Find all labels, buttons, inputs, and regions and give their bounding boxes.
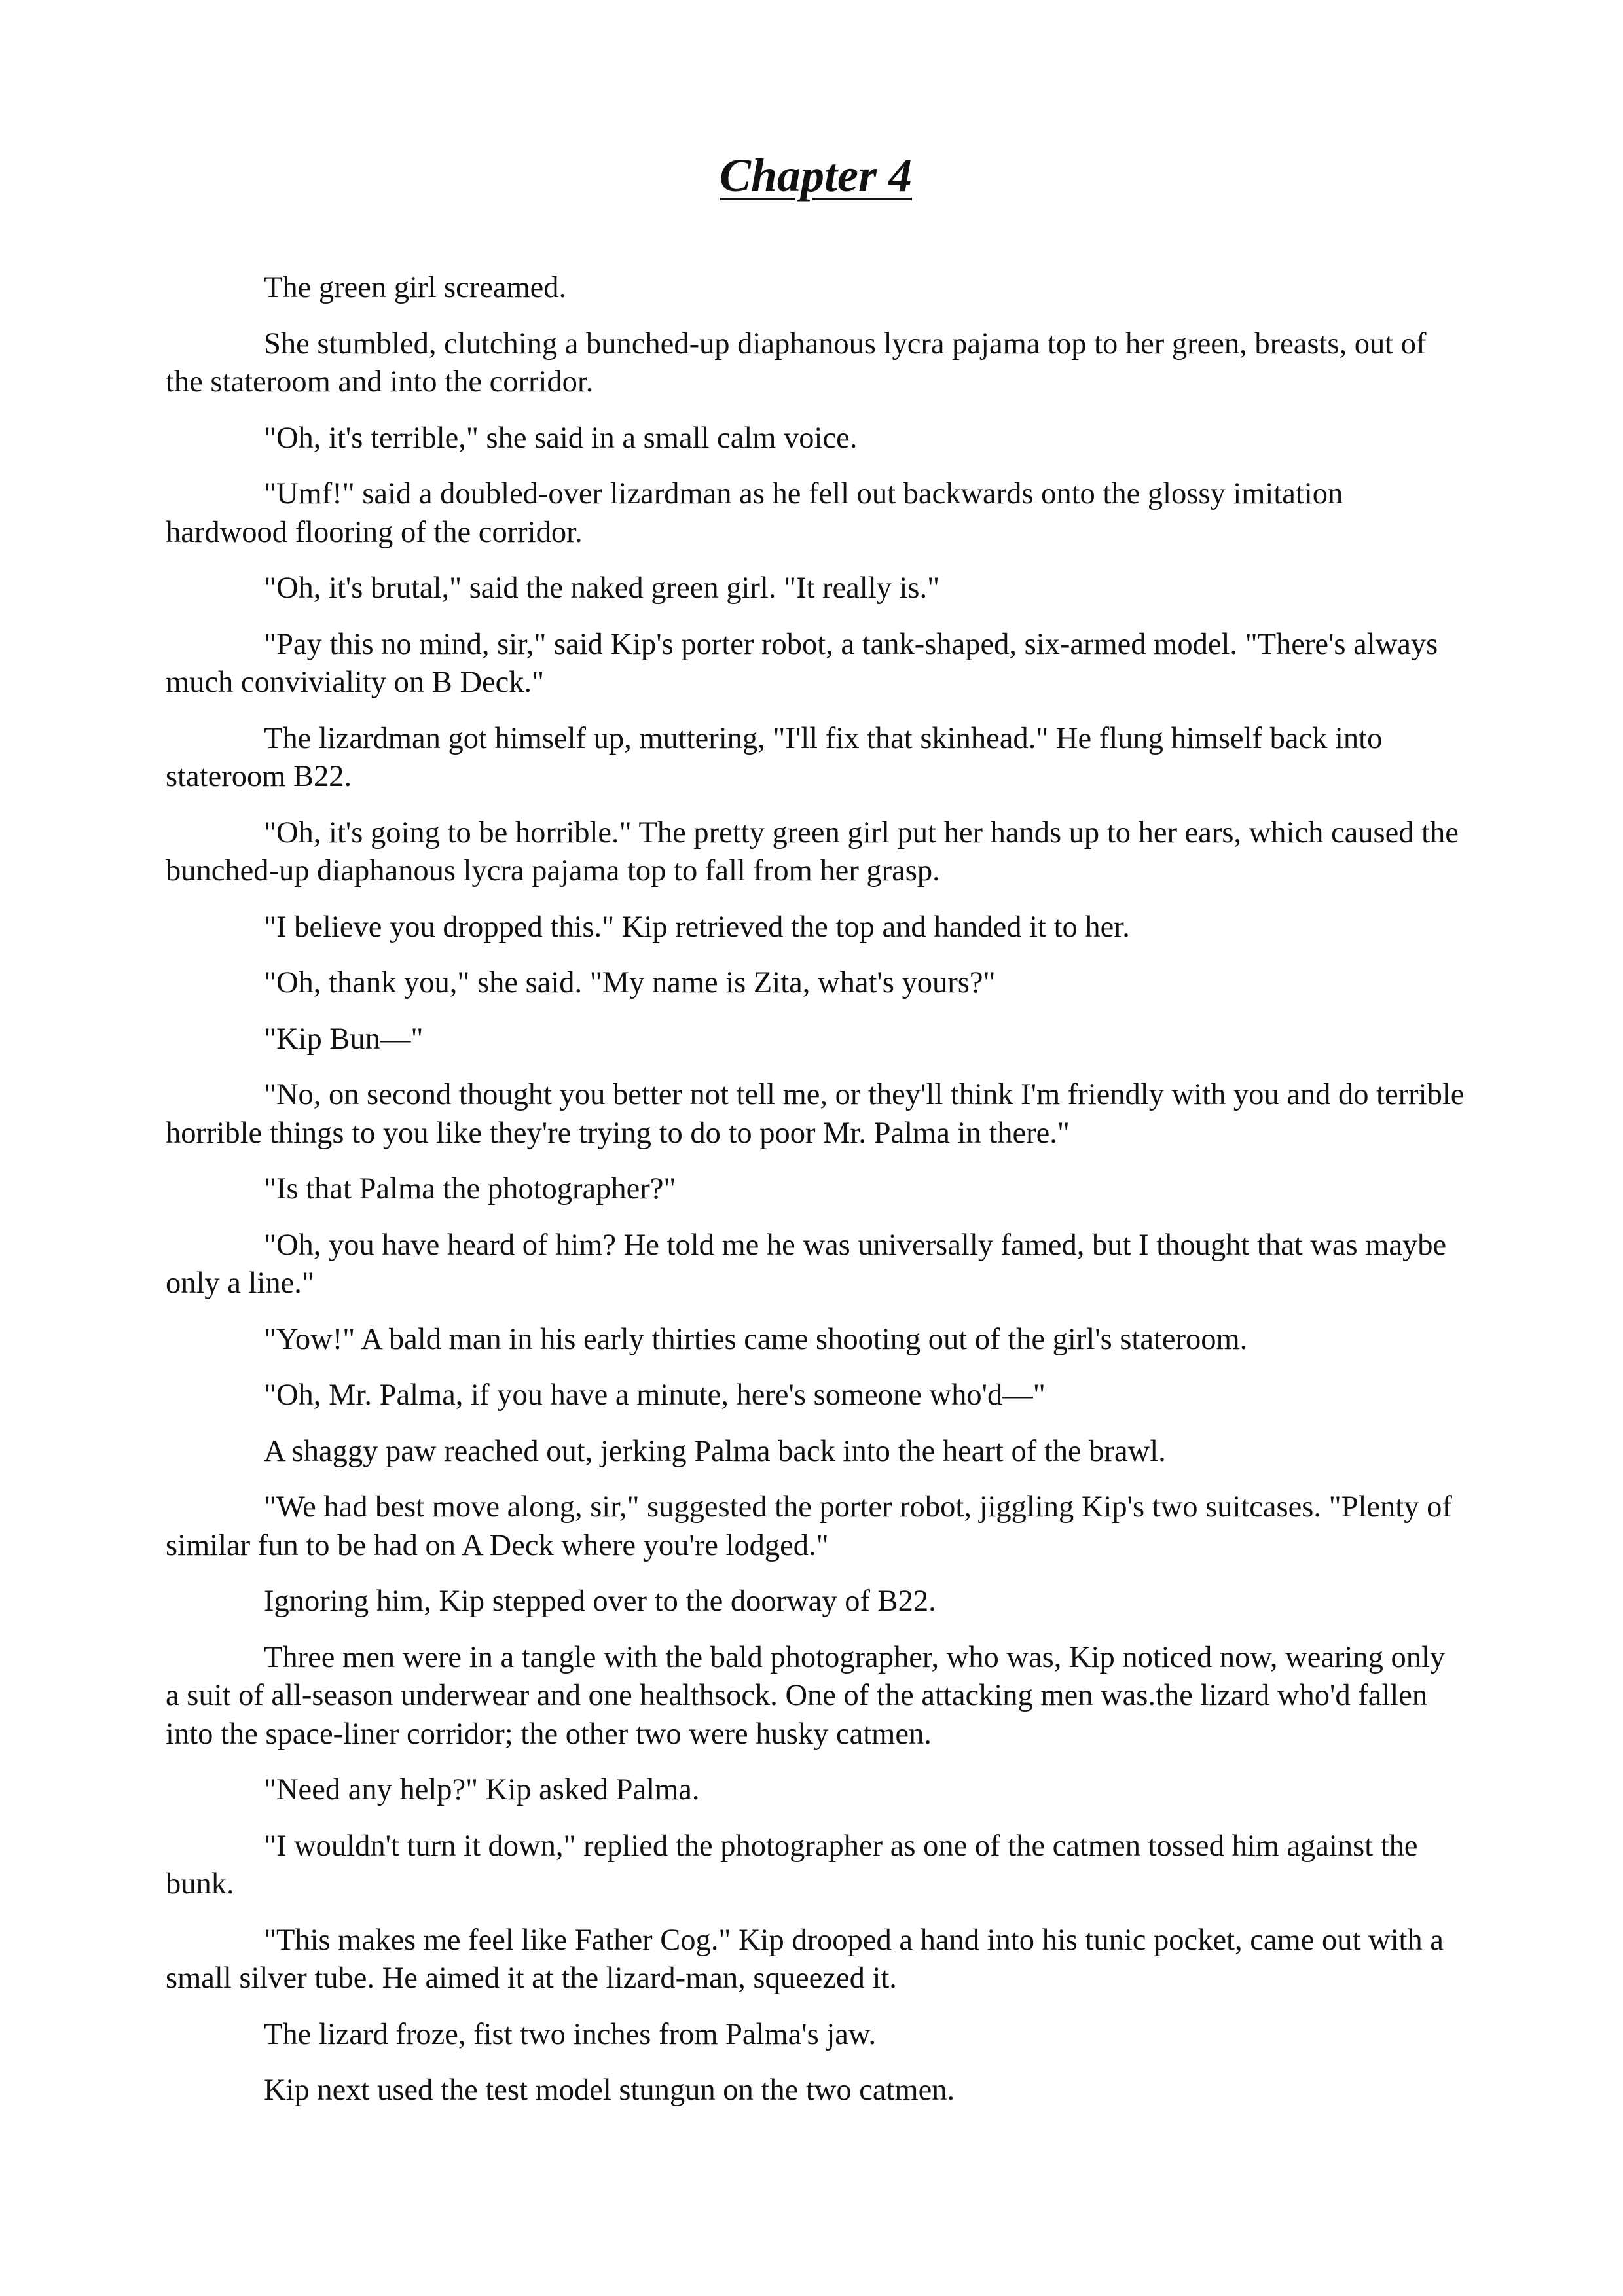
paragraph: "Yow!" A bald man in his early thirties came shooting out of the girl's stateroom.	[264, 1322, 1248, 1356]
paragraph: "Umf!" said a doubled-over lizardman as he fell out backwards onto the glossy imitation hardwood flooring of the corridor.	[166, 477, 1343, 549]
paragraph: "Is that Palma the photographer?"	[264, 1172, 676, 1206]
paragraph: She stumbled, clutching a bunched-up diaphanous lycra pajama top to her green, breasts, out of the stateroom and into the corridor.	[166, 327, 1427, 399]
paragraph: "Oh, thank you," she said. "My name is Zita, what's yours?"	[264, 966, 996, 1000]
paragraph: "Oh, it's brutal," said the naked green girl. "It really is."	[264, 571, 940, 605]
paragraph: Kip next used the test model stungun on the two catmen.	[264, 2073, 955, 2108]
chapter-body	[166, 269, 1466, 2110]
paragraph: The lizard froze, fist two inches from Palma's jaw.	[264, 2017, 877, 2051]
paragraph: "Kip Bun—"	[264, 1022, 424, 1056]
paragraph: A shaggy paw reached out, jerking Palma back into the heart of the brawl.	[264, 1434, 1166, 1468]
paragraph: "We had best move along, sir," suggested the porter robot, jiggling Kip's two suitcases. "Plenty of similar fun to be had on A Deck where you're lodged."	[166, 1490, 1452, 1562]
paragraph: Three men were in a tangle with the bald photographer, who was, Kip noticed now, wearing only a suit of all-season underwear and one healthsock. One of the attacking men was.the lizard who'd fallen into the space-liner corridor; the other two were husky catmen.	[166, 1640, 1446, 1751]
paragraph: "Oh, Mr. Palma, if you have a minute, here's someone who'd—"	[264, 1378, 1046, 1412]
paragraph: "Need any help?" Kip asked Palma.	[264, 1773, 700, 1807]
paragraph: "Oh, you have heard of him? He told me he was universally famed, but I thought that was maybe only a line."	[166, 1228, 1447, 1300]
paragraph: The lizardman got himself up, muttering, "I'll fix that skinhead." He flung himself back into stateroom B22.	[166, 721, 1383, 794]
paragraph: The green girl screamed.	[264, 271, 567, 305]
paragraph: "Oh, it's going to be horrible." The pretty green girl put her hands up to her ears, which caused the bunched-up diaphanous lycra pajama top to fall from her grasp.	[166, 816, 1459, 888]
paragraph: "I wouldn't turn it down," replied the photographer as one of the catmen tossed him against the bunk.	[166, 1829, 1418, 1901]
paragraph: "Oh, it's terrible," she said in a small calm voice.	[264, 421, 858, 455]
paragraph: Ignoring him, Kip stepped over to the doorway of B22.	[264, 1585, 936, 1619]
paragraph: "I believe you dropped this." Kip retrieved the top and handed it to her.	[264, 910, 1130, 944]
paragraph: "Pay this no mind, sir," said Kip's porter robot, a tank-shaped, six-armed model. "There's always much conviviality on B Deck."	[166, 627, 1438, 700]
chapter-title: Chapter 4	[719, 149, 913, 202]
paragraph: "No, on second thought you better not tell me, or they'll think I'm friendly with you and do terrible horrible things to you like they're trying to do to poor Mr. Palma in there."	[166, 1078, 1465, 1150]
paragraph: "This makes me feel like Father Cog." Kip drooped a hand into his tunic pocket, came out with a small silver tube. He aimed it at the lizard-man, squeezed it.	[166, 1923, 1444, 1996]
